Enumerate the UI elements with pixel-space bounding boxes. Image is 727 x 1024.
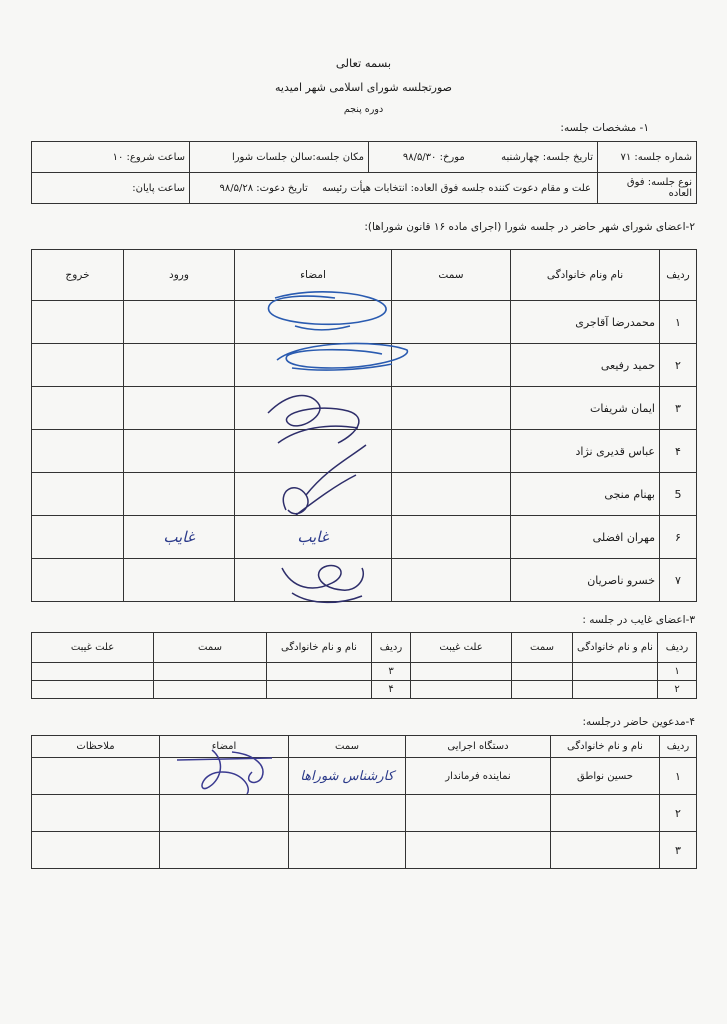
absent-members-header xyxy=(32,633,697,663)
section2-title: ۲-اعضای شورای شهر حاضر در جلسه شورا (اجرای ماده ۱۶ قانون شوراها): xyxy=(364,221,695,233)
invitee-role: کارشناس شوراها xyxy=(300,768,394,784)
invitees-header xyxy=(32,736,697,758)
member-name: مهران افضلی xyxy=(511,516,660,559)
invitee-organization: نماینده فرماندار xyxy=(406,758,551,795)
col-absence-reason: علت غیبت xyxy=(32,633,154,663)
member-name: بهنام منجی xyxy=(511,473,660,516)
table-row xyxy=(32,758,697,795)
invitee-organization xyxy=(406,795,551,832)
session-details-table xyxy=(31,141,697,204)
invitee-name xyxy=(551,832,660,869)
col-name: نام ونام خانوادگی xyxy=(511,250,660,301)
handwritten-absent: غایب xyxy=(297,528,329,546)
col-row-number: ردیف xyxy=(660,250,697,301)
invitee-role xyxy=(289,795,406,832)
row-number: ۳ xyxy=(660,387,697,430)
signature-5 xyxy=(272,548,372,608)
signature-4 xyxy=(266,440,376,530)
session-details-row-1 xyxy=(32,142,697,173)
col-position: سمت xyxy=(289,736,406,758)
session-end-time: ساعت پایان: xyxy=(32,173,190,204)
row-number: ۶ xyxy=(660,516,697,559)
row-number: ۲ xyxy=(660,344,697,387)
section1-title: ۱- مشخصات جلسه: xyxy=(560,122,649,134)
entry-cell xyxy=(124,516,235,559)
col-row-number: ردیف xyxy=(658,633,697,663)
invitees-table xyxy=(31,735,697,869)
table-row xyxy=(32,681,697,699)
col-signature: امضاء xyxy=(235,250,392,301)
section4-title: ۴-مدعوین حاضر درجلسه: xyxy=(582,716,695,728)
session-date-cell xyxy=(369,142,598,173)
col-position: سمت xyxy=(154,633,267,663)
row-number: ۳ xyxy=(660,832,697,869)
session-dated: مورخ: ۹۸/۵/۳۰ xyxy=(402,151,465,163)
table-row xyxy=(32,663,697,681)
session-number: شماره جلسه: ۷۱ xyxy=(598,142,697,173)
row-number: ۲ xyxy=(658,681,697,699)
col-notes: ملاحظات xyxy=(32,736,160,758)
col-name: نام و نام خانوادگی xyxy=(267,633,372,663)
header-line-2: صورتجلسه شورای اسلامی شهر امیدیه xyxy=(275,81,452,94)
col-organization: دستگاه اجرایی xyxy=(406,736,551,758)
member-name: محمدرضا آقاجری xyxy=(511,301,660,344)
session-place: مکان جلسه:سالن جلسات شورا xyxy=(190,142,369,173)
member-name: عباس قدیری نژاد xyxy=(511,430,660,473)
invitee-role xyxy=(289,832,406,869)
row-number: ۲ xyxy=(660,795,697,832)
member-name: ایمان شریفات xyxy=(511,387,660,430)
invitee-name xyxy=(551,795,660,832)
handwritten-absent: غایب xyxy=(163,528,195,546)
col-entry: ورود xyxy=(124,250,235,301)
signature-invitee xyxy=(172,742,282,802)
invitee-organization xyxy=(406,832,551,869)
row-number: ۳ xyxy=(372,663,411,681)
col-name: نام و نام خانوادگی xyxy=(551,736,660,758)
section3-title: ۳-اعضای غایب در جلسه : xyxy=(582,614,695,626)
invitee-name: حسین نواطق xyxy=(551,758,660,795)
session-reason-cell xyxy=(190,173,598,204)
member-name: حمید رفیعی xyxy=(511,344,660,387)
signature-1 xyxy=(255,288,395,338)
col-exit: خروج xyxy=(32,250,124,301)
row-number: ۱ xyxy=(658,663,697,681)
absent-members-table xyxy=(31,632,697,699)
header-line-1: بسمه تعالی xyxy=(335,56,392,70)
header-line-3: دوره پنجم xyxy=(343,104,384,115)
table-row xyxy=(32,795,697,832)
session-invite-date: تاریخ دعوت: ۹۸/۵/۲۸ xyxy=(219,182,308,194)
col-row-number: ردیف xyxy=(660,736,697,758)
col-name: نام و نام خانوادگی xyxy=(573,633,658,663)
col-position: سمت xyxy=(512,633,573,663)
session-details-row-2 xyxy=(32,173,697,204)
signature-2 xyxy=(262,338,412,378)
row-number: 5 xyxy=(660,473,697,516)
session-type: نوع جلسه: فوق العاده xyxy=(598,173,697,204)
member-name: خسرو ناصریان xyxy=(511,559,660,602)
col-row-number: ردیف xyxy=(372,633,411,663)
row-number: ۴ xyxy=(372,681,411,699)
row-number: ۴ xyxy=(660,430,697,473)
col-signature: امضاء xyxy=(160,736,289,758)
session-reason: علت و مقام دعوت کننده جلسه فوق العاده: انتخابات هیأت رئیسه xyxy=(322,182,591,194)
col-absence-reason: علت غیبت xyxy=(411,633,512,663)
row-number: ۷ xyxy=(660,559,697,602)
table-row xyxy=(32,832,697,869)
session-date: تاریخ جلسه: چهارشنبه xyxy=(501,151,593,163)
row-number: ۱ xyxy=(660,758,697,795)
col-position: سمت xyxy=(392,250,511,301)
invitee-role-cell xyxy=(289,758,406,795)
row-number: ۱ xyxy=(660,301,697,344)
session-start-time: ساعت شروع: ۱۰ xyxy=(32,142,190,173)
